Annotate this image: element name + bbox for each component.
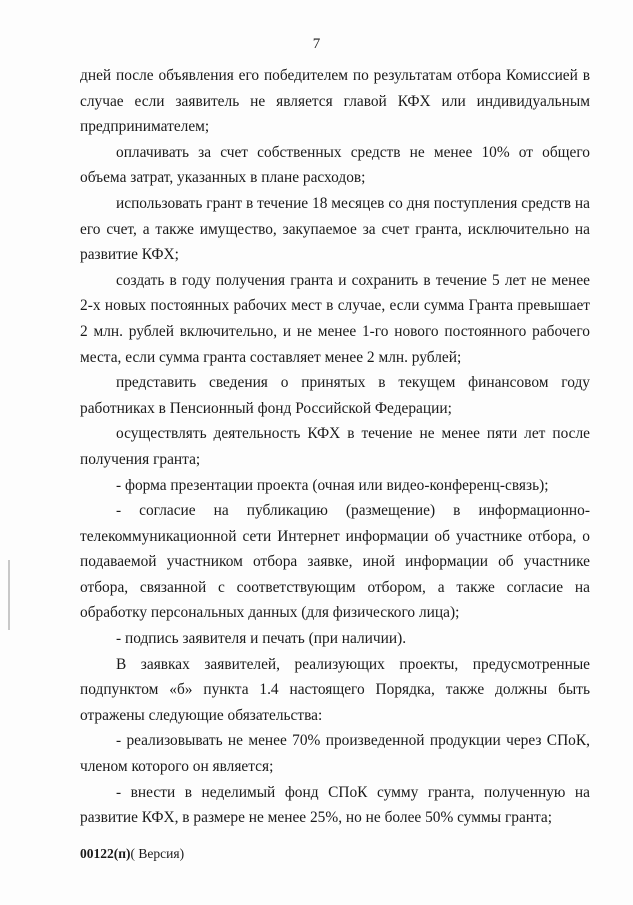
footer-code: 00122(п) — [80, 846, 131, 861]
footer-label: ( Версия) — [130, 846, 185, 861]
paragraph: создать в году получения гранта и сохранить в течение 5 лет не менее 2-х новых постоянных рабочих мест в случае, если сумма Гранта превышает 2 млн. рублей включительно, и не менее 1-го нового постоянного рабочего места, если сумма гранта составляет менее 2 млн. рублей; — [80, 271, 590, 366]
scan-edge-mark — [8, 560, 10, 630]
paragraph: дней после объявления его победителем по результатам отбора Комиссией в случае если заявитель не является главой КФХ или индивидуальным предпринимателем; — [80, 67, 590, 136]
paragraph: - согласие на публикацию (размещение) в информационно-телекоммуникационной сети Интернет информации об участнике отбора, о подаваемой участником отбора заявке, иной информации об участнике отбора, связанной с соответствующим отбором, а также согласие на обработку персональных данных (для физического лица); — [80, 502, 590, 622]
paragraph: - подпись заявителя и печать (при наличии). — [116, 630, 407, 648]
page-number: 7 — [312, 36, 321, 52]
paragraph: осуществлять деятельность КФХ в течение не менее пяти лет после получения гранта; — [80, 425, 590, 468]
paragraph: В заявках заявителей, реализующих проекты, предусмотренные подпунктом «б» пункта 1.4 настоящего Порядка, также должны быть отражены следующие обязательства: — [80, 655, 590, 724]
paragraph: представить сведения о принятых в текущем финансовом году работниках в Пенсионный фонд Российской Федерации; — [80, 374, 590, 417]
footer-version-code — [80, 846, 184, 862]
paragraph: - реализовывать не менее 70% произведенной продукции через СПоК, членом которого он является; — [80, 732, 590, 776]
paragraph: - форма презентации проекта (очная или видео-конференц-связь); — [116, 476, 549, 494]
paragraph: использовать грант в течение 18 месяцев со дня поступления средств на его счет, а также имущество, закупаемое за счет гранта, исключительно на развитие КФХ; — [80, 194, 590, 264]
paragraph: - внести в неделимый фонд СПоК сумму гранта, полученную на развитие КФХ, в размере не менее 25%, но не более 50% суммы гранта; — [80, 783, 590, 827]
document-body — [80, 63, 590, 831]
paragraph: оплачивать за счет собственных средств не менее 10% от общего объема затрат, указанных в плане расходов; — [80, 143, 590, 187]
